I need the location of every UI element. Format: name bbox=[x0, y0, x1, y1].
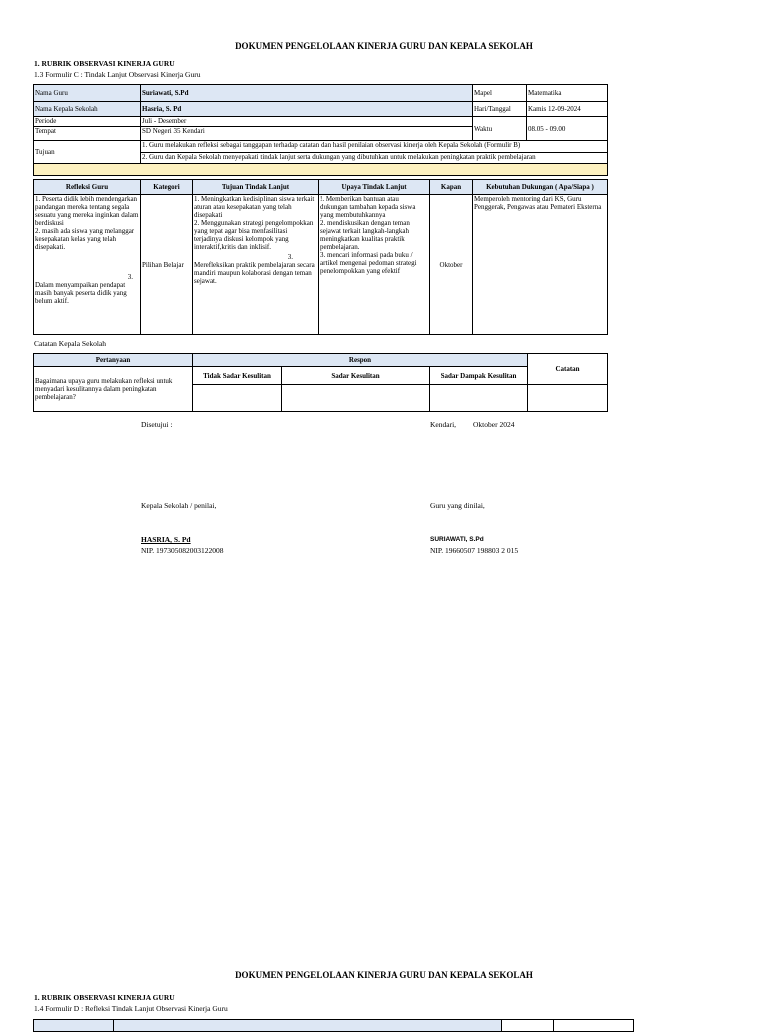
signature-date: Oktober 2024 bbox=[473, 420, 515, 429]
yellow-spacer-row bbox=[34, 164, 608, 176]
document-title-page-2: DOKUMEN PENGELOLAAN KINERJA GURU DAN KEPALA SEKOLAH bbox=[235, 970, 533, 980]
header-sadar: Sadar Kesulitan bbox=[282, 367, 430, 385]
page2-cell-2 bbox=[114, 1020, 502, 1032]
guru-nip: NIP. 19660507 198803 2 015 bbox=[430, 546, 519, 555]
info-table-page-2 bbox=[33, 1019, 634, 1032]
tindak-lanjut-table bbox=[33, 179, 608, 335]
response-sadar-cell bbox=[282, 385, 430, 412]
document-title: DOKUMEN PENGELOLAAN KINERJA GURU DAN KEPALA SEKOLAH bbox=[235, 41, 533, 51]
tujuan-item-3: Merefleksikan praktik pembelajaran secara mandiri maupun kolaborasi dengan teman sejawat. bbox=[194, 261, 315, 285]
refleksi-item-3: Dalam menyampaikan pendapat masih banyak peserta didik yang belum aktif. bbox=[35, 281, 127, 305]
info-table bbox=[33, 84, 608, 176]
header-kategori: Kategori bbox=[141, 180, 193, 195]
kepala-sekolah-nip: NIP. 197305082003122008 bbox=[141, 546, 224, 555]
upaya-item-3: 3. mencari informasi pada buku / artikel mengenai pedoman strategi penelompokkan yang efektif bbox=[320, 251, 417, 275]
nama-ks-label: Nama Kepala Sekolah bbox=[34, 102, 141, 117]
page2-cell-3 bbox=[502, 1020, 554, 1032]
form-subheading-page-2: 1.4 Formulir D : Refleksi Tindak Lanjut Observasi Kinerja Guru bbox=[34, 1004, 228, 1013]
header-catatan: Catatan bbox=[528, 354, 608, 385]
question-cell: Bagaimana upaya guru melakukan refleksi untuk menyadari kesulitannya dalam peningkatan pembelajaran? bbox=[34, 367, 193, 412]
periode-value: Juli - Desember bbox=[141, 117, 473, 127]
header-upaya: Upaya Tindak Lanjut bbox=[319, 180, 430, 195]
page2-cell-1 bbox=[34, 1020, 114, 1032]
tujuan-item-1: 1. Meningkatkan kedisiplinan siswa terkait aturan atau kesepakatan yang telah disepakati bbox=[194, 195, 315, 219]
page2-cell-4 bbox=[554, 1020, 634, 1032]
hari-value: Kamis 12-09-2024 bbox=[527, 102, 608, 117]
tujuan-2: 2. Guru dan Kepala Sekolah menyepakati tindak lanjut serta dukungan yang dibutuhkan untuk melakukan peningkatan praktik pembelajaran bbox=[141, 153, 608, 164]
respon-table bbox=[33, 353, 608, 412]
kepala-sekolah-role: Kepala Sekolah / penilai, bbox=[141, 501, 217, 510]
response-sadar-dampak-cell bbox=[430, 385, 528, 412]
refleksi-item-1: 1. Peserta didik lebih mendengarkan pandangan mereka tentang segala sesuatu yang mereka inginkan dalam berdiskusi bbox=[35, 195, 139, 227]
header-pertanyaan: Pertanyaan bbox=[34, 354, 193, 367]
upaya-item-2: 2. mendiskusikan dengan teman sejawat terkait langkah-langkah meningkatkan kualitas praktik pembelajaran. bbox=[320, 219, 410, 251]
refleksi-item-2: 2. masih ada siswa yang melanggar kesepakatan kelas yang telah disepakati. bbox=[35, 227, 135, 251]
tujuan-label: Tujuan bbox=[34, 141, 141, 164]
header-tujuan: Tujuan Tindak Lanjut bbox=[193, 180, 319, 195]
guru-name: SURIAWATI, S.Pd bbox=[430, 536, 484, 543]
section-heading: 1. RUBRIK OBSERVASI KINERJA GURU bbox=[34, 59, 175, 68]
tujuan-item-2: 2. Menggunakan strategi pengelompokkan yang tepat agar bisa menfasilitasi terjadinya diskusi kelompok yang interaktif,kritis dan inklisif. bbox=[194, 219, 314, 251]
upaya-cell bbox=[319, 195, 430, 335]
header-kapan: Kapan bbox=[430, 180, 473, 195]
mapel-label: Mapel bbox=[473, 85, 527, 102]
header-sadar-dampak: Sadar Dampak Kesulitan bbox=[430, 367, 528, 385]
catatan-kepala-sekolah-label: Catatan Kepala Sekolah bbox=[34, 339, 107, 348]
response-tidak-sadar-cell bbox=[193, 385, 282, 412]
upaya-item-1: !. Memberikan bantuan atau dukungan tambahan kepada siswa yang membutuhkannya bbox=[320, 195, 416, 219]
section-heading-page-2: 1. RUBRIK OBSERVASI KINERJA GURU bbox=[34, 993, 175, 1002]
nama-guru-label: Nama Guru bbox=[34, 85, 141, 102]
guru-role: Guru yang dinilai, bbox=[430, 501, 485, 510]
tujuan-item-3-number: 3. bbox=[287, 253, 293, 261]
kepala-sekolah-name: HASRIA, S. Pd bbox=[141, 535, 191, 544]
tempat-value: SD Negeri 35 Kendari bbox=[141, 127, 473, 141]
tujuan-cell bbox=[193, 195, 319, 335]
header-kebutuhan: Kebutuhan Dukungan ( Apa/Siapa ) bbox=[473, 180, 608, 195]
waktu-value: 08.05 - 09.00 bbox=[527, 117, 608, 141]
refleksi-cell bbox=[34, 195, 141, 335]
response-catatan-cell bbox=[528, 385, 608, 412]
header-refleksi: Refleksi Guru bbox=[34, 180, 141, 195]
kebutuhan-cell: Memperoleh mentoring dari KS, Guru Penggerak, Pengawas atau Pemateri Eksterna bbox=[473, 195, 608, 335]
mapel-value: Matematika bbox=[527, 85, 608, 102]
kategori-cell: Pilihan Belajar bbox=[141, 195, 193, 335]
header-tidak-sadar: Tidak Sadar Kesulitan bbox=[193, 367, 282, 385]
nama-guru-value: Suriawati, S.Pd bbox=[141, 85, 473, 102]
kendari-label: Kendari, bbox=[430, 420, 457, 429]
form-subheading: 1.3 Formulir C : Tindak Lanjut Observasi Kinerja Guru bbox=[34, 70, 201, 79]
periode-label: Periode bbox=[34, 117, 141, 127]
tujuan-1: 1. Guru melakukan refleksi sebagai tanggapan terhadap catatan dan hasil penilaian observasi kinerja oleh Kepala Sekolah (Formulir B) bbox=[141, 141, 608, 153]
header-respon: Respon bbox=[193, 354, 528, 367]
kapan-cell: Oktober bbox=[430, 195, 473, 335]
waktu-label: Waktu bbox=[473, 117, 527, 141]
disetujui-label: Disetujui : bbox=[141, 420, 173, 429]
hari-label: Hari/Tanggal bbox=[473, 102, 527, 117]
tempat-label: Tempat bbox=[34, 127, 141, 141]
nama-ks-value: Hasria, S. Pd bbox=[141, 102, 473, 117]
refleksi-item-3-number: 3. bbox=[127, 273, 133, 281]
